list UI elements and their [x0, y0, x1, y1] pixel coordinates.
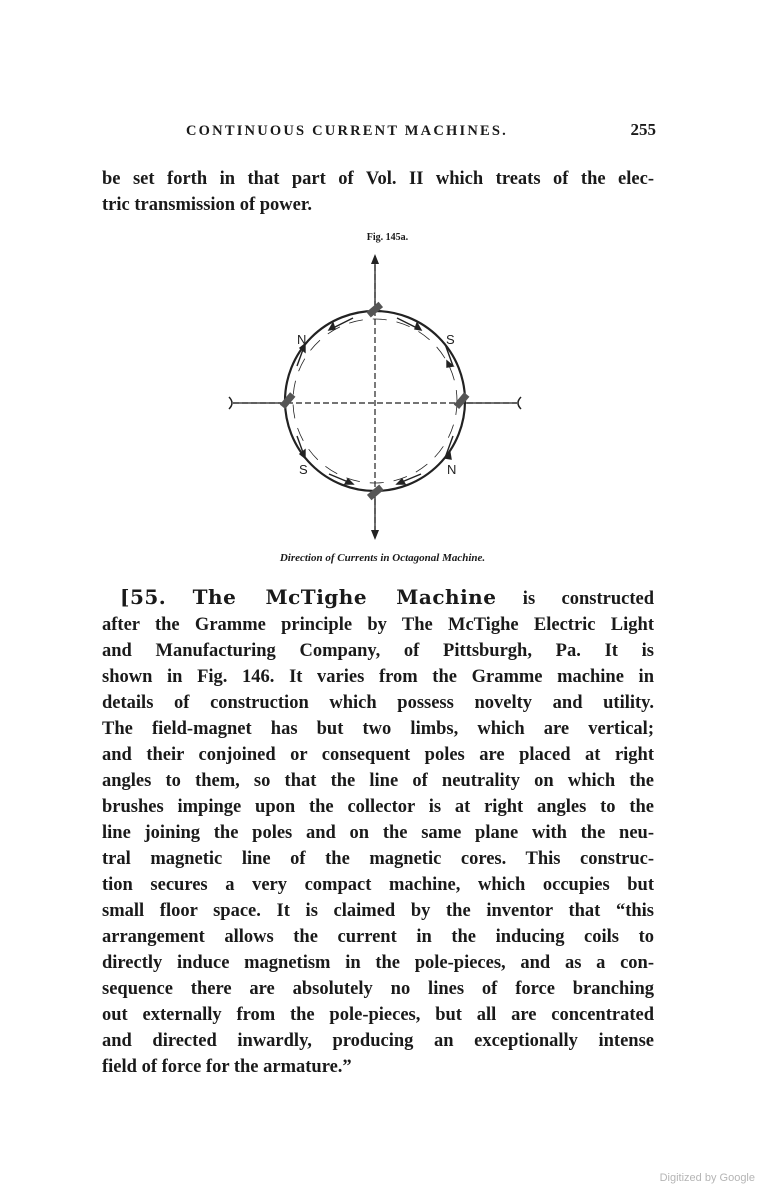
text-line: shown in Fig. 146. It varies from the Gramme machine in — [102, 667, 654, 687]
text-line-first — [102, 584, 654, 612]
paragraph-mctighe — [102, 584, 654, 1080]
arrow-down-icon — [371, 530, 379, 540]
first-line-rest: is constructed — [496, 589, 654, 609]
text-line: angles to them, so that the line of neutrality on which the — [102, 771, 654, 791]
page-header — [186, 120, 656, 140]
arrow-right-end-icon — [518, 397, 521, 409]
pole-label-n-bottom: N — [447, 462, 457, 477]
text-line: tral magnetic line of the magnetic cores. This construc- — [102, 849, 654, 869]
octagonal-machine-diagram — [225, 246, 525, 546]
text-line: and Manufacturing Company, of Pittsburgh, Pa. It is — [102, 641, 654, 661]
text-line: line joining the poles and on the same plane with the neu- — [102, 823, 654, 843]
text-line: after the Gramme principle by The McTighe Electric Light — [102, 615, 654, 635]
text-line: directly induce magnetism in the pole-pieces, and as a con- — [102, 953, 654, 973]
figure-label: Fig. 145a. — [366, 232, 409, 243]
text-line: small floor space. It is claimed by the inventor that “this — [102, 901, 654, 921]
text-line: tric transmission of power. — [102, 195, 312, 215]
arrow-up-icon — [371, 254, 379, 264]
brush-right — [454, 392, 470, 409]
pole-label-s-top: S — [446, 332, 455, 347]
section-number: [55. — [120, 585, 167, 609]
section-title: The McTighe Machine — [192, 585, 497, 609]
text-line: The field-magnet has but two limbs, which are vertical; — [102, 719, 654, 739]
paragraph-continuation — [102, 166, 654, 218]
text-line: out externally from the pole-pieces, but all are concentrated — [102, 1005, 654, 1025]
figure-caption: Direction of Currents in Octagonal Machine. — [279, 552, 486, 564]
pole-label-s-bottom: S — [299, 462, 308, 477]
text-line: arrangement allows the current in the inducing coils to — [102, 927, 654, 947]
text-line: be set forth in that part of Vol. II which treats of the elec- — [102, 169, 654, 189]
page-number: 255 — [630, 120, 656, 139]
pole-label-n-top: N — [297, 332, 307, 347]
digitized-watermark: Digitized by Google — [659, 1172, 755, 1184]
text-line: tion secures a very compact machine, which occupies but — [102, 875, 654, 895]
text-line: and their conjoined or consequent poles are placed at right — [102, 745, 654, 765]
text-line: and directed inwardly, producing an exceptionally intense — [102, 1031, 654, 1051]
text-line: brushes impinge upon the collector is at right angles to the — [102, 797, 654, 817]
running-title: CONTINUOUS CURRENT MACHINES. — [186, 123, 508, 139]
text-line: field of force for the armature.” — [102, 1057, 352, 1077]
arrow-left-end-icon — [229, 397, 232, 409]
text-line: sequence there are absolutely no lines of force branching — [102, 979, 654, 999]
text-line: details of construction which possess novelty and utility. — [102, 693, 654, 713]
